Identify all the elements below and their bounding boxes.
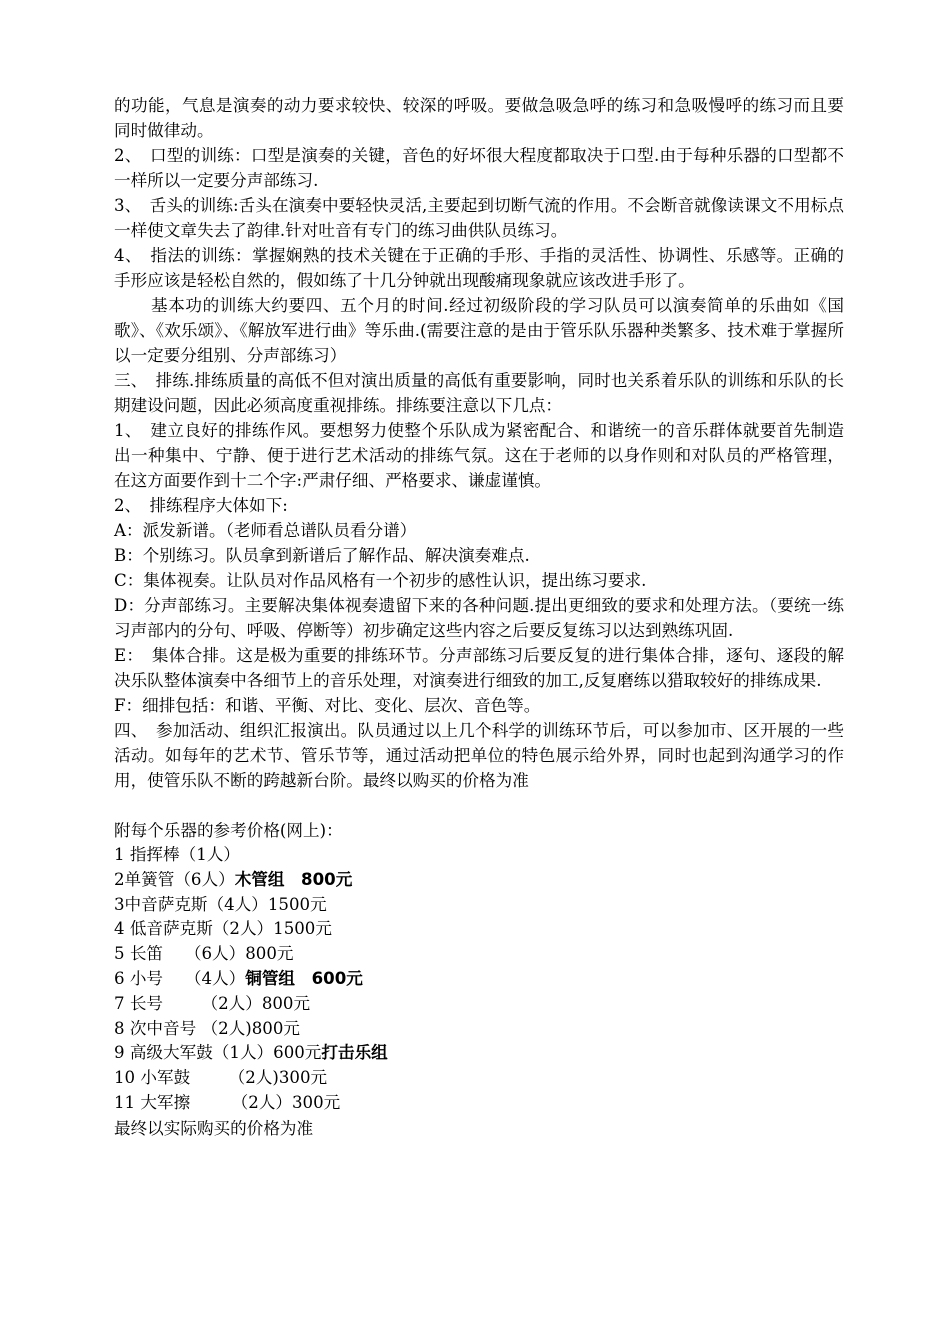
price-item: 10 小军鼓 （2人)300元	[114, 1068, 328, 1088]
paragraph-activities: 四、 参加活动、组织汇报演出。队员通过以上几个科学的训练环节后，可以参加市、区开展的一些活动。如每年的艺术节、管乐节等，通过活动把单位的特色展示给外界，同时也起到沟通学习的作用，使管乐队不断的跨越新台阶。最终以购买的价格为准	[114, 721, 844, 790]
price-list	[114, 843, 844, 1116]
group-label-woodwind: 木管组 800元	[234, 869, 353, 889]
paragraph-step-a: A：派发新谱。（老师看总谱队员看分谱）	[114, 521, 417, 540]
paragraph-step-b: B：个别练习。队员拿到新谱后了解作品、解决演奏难点.	[114, 546, 530, 565]
group-label-percussion: 打击乐组	[321, 1043, 388, 1063]
paragraph-rehearsal-procedure: 2、 排练程序大体如下:	[114, 496, 288, 515]
price-item: 1 指挥棒（1人）	[114, 845, 240, 864]
price-item: 8 次中音号 （2人)800元	[114, 1018, 300, 1038]
paragraph-step-d: D：分声部练习。主要解决集体视奏遗留下来的各种问题.提出更细致的要求和处理方法。（要统一练习声部内的分句、呼吸、停断等）初步确定这些内容之后要反复练习以达到熟练巩固.	[114, 596, 844, 640]
paragraph-mouth-shape: 2、 口型的训练：口型是演奏的关键，音色的好坏很大程度都取决于口型.由于每种乐器的口型都不一样所以一定要分声部练习.	[114, 146, 844, 190]
paragraph-fingering: 4、 指法的训练：掌握娴熟的技术关键在于正确的手形、手指的灵活性、协调性、乐感等。正确的手形应该是轻松自然的，假如练了十几分钟就出现酸痛现象就应该改进手形了。	[114, 246, 844, 290]
blank-line	[114, 793, 844, 818]
paragraph-rehearsal-style: 1、 建立良好的排练作风。要想努力使整个乐队成为紧密配合、和谐统一的音乐群体就要首先制造出一种集中、宁静、便于进行艺术活动的排练气氛。这在于老师的以身作则和对队员的严格管理，在这方面要作到十二个字:严肃仔细、严格要求、谦虚谨慎。	[114, 421, 844, 490]
price-item: 2单簧管（6人）木管组 800元	[114, 869, 353, 889]
paragraph-basic-training: 基本功的训练大约要四、五个月的时间.经过初级阶段的学习队员可以演奏简单的乐曲如《国歌》、《欢乐颂》、《解放军进行曲》等乐曲.(需要注意的是由于管乐队乐器种类繁多、技术难于掌握所以一定要分组别、分声部练习）	[114, 296, 844, 365]
price-item: 6 小号 （4人）铜管组 600元	[114, 968, 363, 988]
price-item: 3中音萨克斯（4人）1500元	[114, 894, 327, 914]
paragraph-step-e: E： 集体合排。这是极为重要的排练环节。分声部练习后要反复的进行集体合排，逐句、逐段的解决乐队整体演奏中各细节上的音乐处理，对演奏进行细致的加工,反复磨练以猎取较好的排练成果.	[114, 646, 844, 690]
paragraph-step-c: C：集体视奏。让队员对作品风格有一个初步的感性认识，提出练习要求.	[114, 571, 647, 590]
price-item: 9 高级大军鼓（1人）600元打击乐组	[114, 1043, 388, 1063]
price-item: 11 大军擦 （2人）300元	[114, 1092, 341, 1112]
group-label-brass: 铜管组 600元	[245, 968, 363, 988]
price-item: 7 长号 （2人）800元	[114, 993, 311, 1013]
paragraph-tongue: 3、 舌头的训练:舌头在演奏中要轻快灵活,主要起到切断气流的作用。不会断音就像读课文不用标点一样使文章失去了韵律.针对吐音有专门的练习曲供队员练习。	[114, 196, 844, 240]
paragraph-rehearsal-heading: 三、 排练.排练质量的高低不但对演出质量的高低有重要影响，同时也关系着乐队的训练和乐队的长期建设问题，因此必须高度重视排练。排练要注意以下几点：	[114, 371, 844, 415]
price-footer: 最终以实际购买的价格为准	[114, 1118, 314, 1138]
paragraph-breathing-end: 的功能，气息是演奏的动力要求较快、较深的呼吸。要做急吸急呼的练习和急吸慢呼的练习而且要同时做律动。	[114, 96, 844, 140]
document-page	[114, 93, 844, 1141]
price-item: 5 长笛 （6人）800元	[114, 944, 294, 964]
price-item: 4 低音萨克斯（2人）1500元	[114, 919, 332, 939]
paragraph-step-f: F：细排包括：和谐、平衡、对比、变化、层次、音色等。	[114, 696, 541, 715]
price-heading: 附每个乐器的参考价格(网上)：	[114, 821, 343, 840]
